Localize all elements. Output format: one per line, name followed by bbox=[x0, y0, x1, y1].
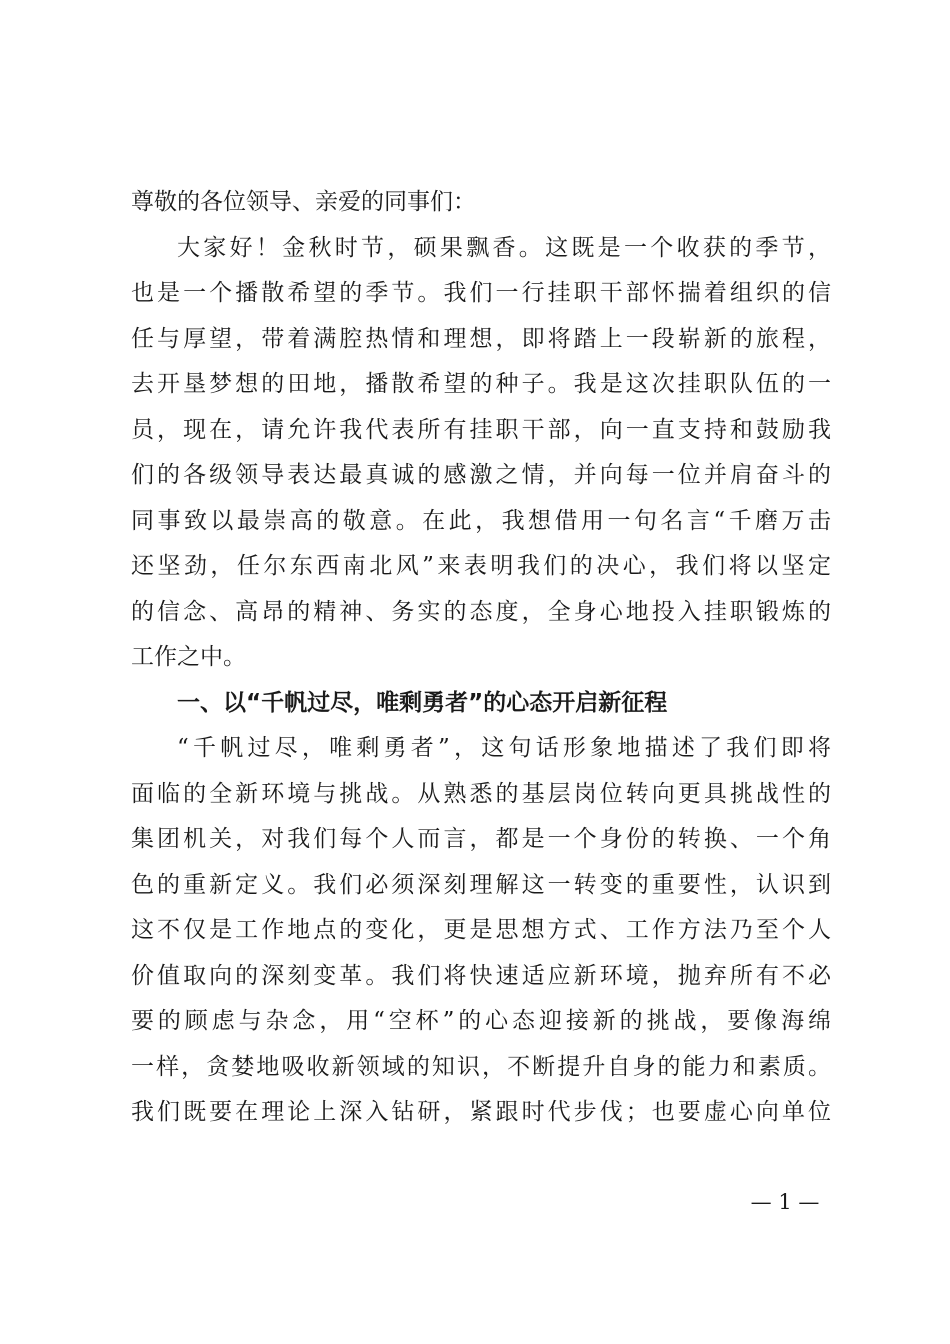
intro-line: 同事致以最崇高的敬意。在此，我想借用一句名言“千磨万击 bbox=[131, 507, 831, 534]
document-body bbox=[131, 180, 831, 1136]
section-line: 集团机关，对我们每个人而言，都是一个身份的转换、一个角 bbox=[131, 826, 831, 852]
intro-line: 工作之中。 bbox=[131, 644, 246, 670]
section-heading: 一、以“千帆过尽，唯剩勇者”的心态开启新征程 bbox=[177, 689, 668, 716]
intro-line: 大家好！金秋时节，硕果飘香。这既是一个收获的季节， bbox=[177, 234, 831, 261]
section-line: 色的重新定义。我们必须深刻理解这一转变的重要性，认识到 bbox=[131, 871, 831, 898]
page-number: — 1 — bbox=[750, 1190, 820, 1214]
intro-line: 员，现在，请允许我代表所有挂职干部，向一直支持和鼓励我 bbox=[131, 416, 831, 443]
section-line: 价值取向的深刻变革。我们将快速适应新环境，抛弃所有不必 bbox=[131, 962, 831, 989]
salutation: 尊敬的各位领导、亲爱的同事们： bbox=[131, 189, 476, 215]
intro-line: 的信念、高昂的精神、务实的态度，全身心地投入挂职锻炼的 bbox=[131, 598, 831, 625]
intro-line: 任与厚望，带着满腔热情和理想，即将踏上一段崭新的旅程， bbox=[131, 325, 831, 352]
intro-line: 也是一个播散希望的季节。我们一行挂职干部怀揣着组织的信 bbox=[131, 280, 831, 306]
intro-line: 去开垦梦想的田地，播散希望的种子。我是这次挂职队伍的一 bbox=[131, 371, 831, 397]
intro-line: 还坚劲，任尔东西南北风”来表明我们的决心，我们将以坚定 bbox=[131, 553, 831, 579]
intro-line: 们的各级领导表达最真诚的感激之情，并向每一位并肩奋斗的 bbox=[131, 462, 831, 488]
section-line: 一样，贪婪地吸收新领域的知识，不断提升自身的能力和素质。 bbox=[131, 1053, 831, 1080]
section-line: “千帆过尽，唯剩勇者”，这句话形象地描述了我们即将 bbox=[177, 735, 831, 761]
section-line: 要的顾虑与杂念，用“空杯”的心态迎接新的挑战，要像海绵 bbox=[131, 1008, 831, 1034]
section-line: 面临的全新环境与挑战。从熟悉的基层岗位转向更具挑战性的 bbox=[131, 780, 831, 807]
section-line: 我们既要在理论上深入钻研，紧跟时代步伐；也要虚心向单位 bbox=[131, 1099, 831, 1125]
section-line: 这不仅是工作地点的变化，更是思想方式、工作方法乃至个人 bbox=[131, 917, 831, 943]
